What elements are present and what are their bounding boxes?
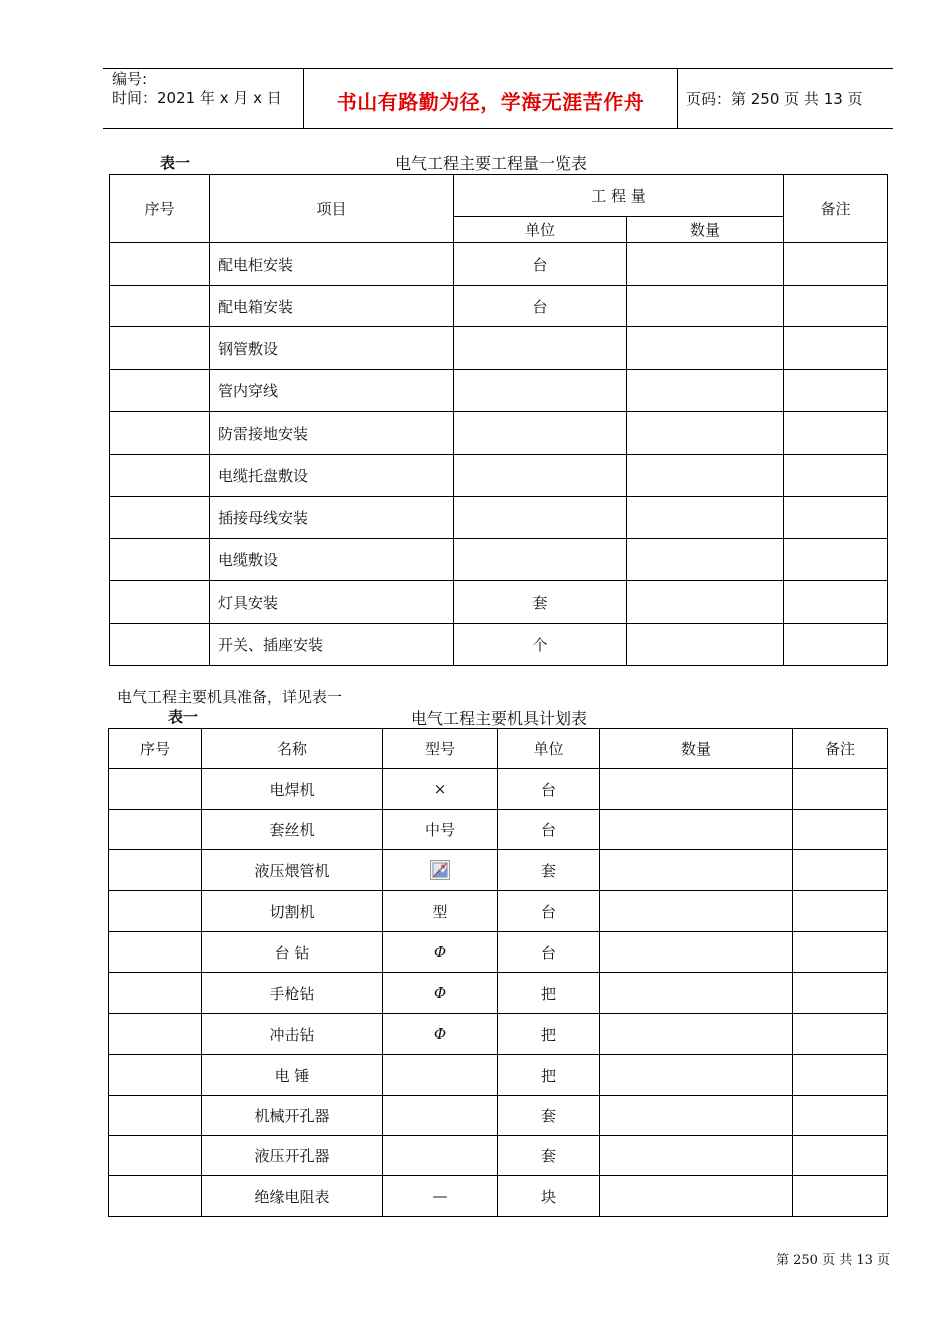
table-row (109, 1055, 888, 1096)
cell-seq (109, 769, 202, 810)
cell-amount (600, 850, 793, 891)
cell-model (383, 1176, 498, 1217)
table1-title: 电气工程主要工程量一览表 (395, 154, 588, 173)
cell-unit: 套 (498, 1096, 600, 1136)
cell-remark (784, 370, 888, 412)
cell-remark (793, 1176, 888, 1217)
cell-unit: 台 (498, 810, 600, 850)
cell-model (383, 1136, 498, 1176)
cell-seq (110, 624, 210, 666)
header-amount: 数量 (600, 729, 793, 769)
footer-page-info: 第 250 页 共 13 页 (776, 1253, 891, 1268)
cell-unit: 台 (498, 891, 600, 932)
table-row (109, 769, 888, 810)
cell-name: 绝缘电阻表 (202, 1176, 383, 1217)
table-row (109, 932, 888, 973)
cell-model (383, 932, 498, 973)
cell-unit (454, 412, 627, 455)
cell-remark (793, 1136, 888, 1176)
cell-amount (600, 1136, 793, 1176)
cell-name: 电焊机 (202, 769, 383, 810)
cell-unit: 把 (498, 973, 600, 1014)
table-row (109, 973, 888, 1014)
cell-seq (109, 1136, 202, 1176)
cell-amount (627, 539, 784, 581)
cell-seq (109, 932, 202, 973)
cell-amount (627, 412, 784, 455)
model-text: Φ (433, 1025, 447, 1043)
cell-unit: 套 (498, 850, 600, 891)
cell-unit: 台 (498, 769, 600, 810)
header-item: 项目 (210, 175, 454, 243)
cell-unit: 套 (454, 581, 627, 624)
cell-remark (784, 581, 888, 624)
model-text: × (433, 780, 447, 798)
cell-amount (600, 810, 793, 850)
cell-amount (627, 243, 784, 286)
serial-label: 编号: (112, 70, 148, 88)
cell-seq (110, 455, 210, 497)
cell-remark (793, 891, 888, 932)
cell-unit (454, 327, 627, 370)
table-row (109, 1136, 888, 1176)
table2-title: 电气工程主要机具计划表 (411, 709, 588, 728)
table-row (109, 810, 888, 850)
cell-remark (793, 973, 888, 1014)
header-top-rule (103, 68, 893, 69)
cell-unit (454, 370, 627, 412)
cell-model (383, 769, 498, 810)
table1-quantities (109, 174, 888, 666)
header-unit: 单位 (498, 729, 600, 769)
cell-name: 机械开孔器 (202, 1096, 383, 1136)
table-row (109, 1096, 888, 1136)
cell-seq (110, 581, 210, 624)
cell-remark (784, 243, 888, 286)
table1-label: 表一 (160, 154, 191, 172)
cell-remark (793, 932, 888, 973)
table-row (110, 581, 888, 624)
cell-seq (110, 412, 210, 455)
header-seq: 序号 (110, 175, 210, 243)
cell-unit: 台 (454, 286, 627, 327)
header-remark: 备注 (793, 729, 888, 769)
broken-image-icon (430, 860, 450, 880)
cell-name: 套丝机 (202, 810, 383, 850)
cell-amount (627, 286, 784, 327)
cell-seq (109, 973, 202, 1014)
table-row (110, 455, 888, 497)
cell-model (383, 1096, 498, 1136)
cell-name: 冲击钻 (202, 1014, 383, 1055)
cell-unit: 台 (454, 243, 627, 286)
cell-name: 液压煨管机 (202, 850, 383, 891)
cell-item: 防雷接地安装 (210, 412, 454, 455)
cell-model (383, 891, 498, 932)
cell-item: 插接母线安装 (210, 497, 454, 539)
cell-remark (784, 497, 888, 539)
cell-amount (627, 624, 784, 666)
cell-unit: 把 (498, 1055, 600, 1096)
cell-unit: 个 (454, 624, 627, 666)
cell-seq (109, 810, 202, 850)
header-quantity-group: 工 程 量 (454, 175, 784, 217)
cell-item: 灯具安装 (210, 581, 454, 624)
model-text: — (432, 1187, 448, 1205)
cell-seq (109, 1055, 202, 1096)
cell-item: 管内穿线 (210, 370, 454, 412)
cell-unit: 台 (498, 932, 600, 973)
cell-item: 配电柜安装 (210, 243, 454, 286)
cell-item: 电缆敷设 (210, 539, 454, 581)
table-row (109, 891, 888, 932)
cell-seq (109, 891, 202, 932)
cell-remark (793, 769, 888, 810)
cell-item: 电缆托盘敷设 (210, 455, 454, 497)
header-bottom-rule (103, 128, 893, 129)
cell-seq (110, 370, 210, 412)
header-unit: 单位 (454, 217, 627, 243)
table2-equipment (108, 728, 888, 1217)
model-text: Φ (433, 984, 447, 1002)
cell-seq (110, 286, 210, 327)
cell-remark (784, 539, 888, 581)
cell-remark (784, 286, 888, 327)
cell-amount (600, 932, 793, 973)
cell-model (383, 810, 498, 850)
cell-amount (600, 973, 793, 1014)
table-row (110, 286, 888, 327)
header-amount: 数量 (627, 217, 784, 243)
cell-unit: 套 (498, 1136, 600, 1176)
cell-amount (600, 1055, 793, 1096)
cell-amount (627, 497, 784, 539)
cell-seq (109, 850, 202, 891)
cell-seq (109, 1014, 202, 1055)
cell-seq (110, 243, 210, 286)
header-motto: 书山有路勤为径，学海无涯苦作舟 (336, 90, 645, 114)
table2-label: 表一 (168, 708, 199, 726)
cell-remark (784, 624, 888, 666)
cell-seq (110, 539, 210, 581)
header-model: 型号 (383, 729, 498, 769)
cell-amount (600, 1014, 793, 1055)
table-row (110, 539, 888, 581)
model-text: Φ (433, 943, 447, 961)
cell-amount (600, 1176, 793, 1217)
header-remark: 备注 (784, 175, 888, 243)
model-text: 中号 (424, 821, 455, 839)
cell-model (383, 973, 498, 1014)
cell-item: 钢管敷设 (210, 327, 454, 370)
cell-unit (454, 455, 627, 497)
cell-unit: 把 (498, 1014, 600, 1055)
cell-seq (109, 1096, 202, 1136)
cell-seq (109, 1176, 202, 1217)
cell-remark (793, 1096, 888, 1136)
cell-remark (793, 1055, 888, 1096)
date-label: 时间：2021 年 x 月 x 日 (112, 89, 282, 107)
model-text: 型 (432, 902, 448, 921)
cell-model (383, 1055, 498, 1096)
table-row (109, 850, 888, 891)
cell-remark (784, 412, 888, 455)
cell-amount (600, 769, 793, 810)
cell-seq (110, 327, 210, 370)
cell-unit (454, 539, 627, 581)
header-name: 名称 (202, 729, 383, 769)
table-row (110, 624, 888, 666)
cell-unit (454, 497, 627, 539)
cell-model (383, 850, 498, 891)
cell-name: 手枪钻 (202, 973, 383, 1014)
cell-model (383, 1014, 498, 1055)
table-row (110, 327, 888, 370)
cell-amount (600, 891, 793, 932)
header-seq: 序号 (109, 729, 202, 769)
cell-amount (627, 581, 784, 624)
cell-name: 切割机 (202, 891, 383, 932)
cell-amount (600, 1096, 793, 1136)
cell-remark (793, 810, 888, 850)
cell-seq (110, 497, 210, 539)
header-divider-right (677, 68, 678, 129)
cell-item: 配电箱安装 (210, 286, 454, 327)
table-row (110, 243, 888, 286)
cell-amount (627, 327, 784, 370)
table-row (110, 412, 888, 455)
intro-text: 电气工程主要机具准备，详见表一 (117, 688, 343, 706)
header-meta (112, 70, 282, 108)
table-row (109, 1014, 888, 1055)
table-row (110, 370, 888, 412)
table-row (109, 1176, 888, 1217)
header-page-info: 页码：第 250 页 共 13 页 (686, 90, 863, 108)
cell-remark (784, 455, 888, 497)
cell-name: 电 锤 (202, 1055, 383, 1096)
cell-remark (784, 327, 888, 370)
cell-amount (627, 455, 784, 497)
cell-name: 台 钻 (202, 932, 383, 973)
table-row (110, 497, 888, 539)
cell-amount (627, 370, 784, 412)
cell-name: 液压开孔器 (202, 1136, 383, 1176)
cell-unit: 块 (498, 1176, 600, 1217)
cell-remark (793, 850, 888, 891)
cell-remark (793, 1014, 888, 1055)
cell-item: 开关、插座安装 (210, 624, 454, 666)
